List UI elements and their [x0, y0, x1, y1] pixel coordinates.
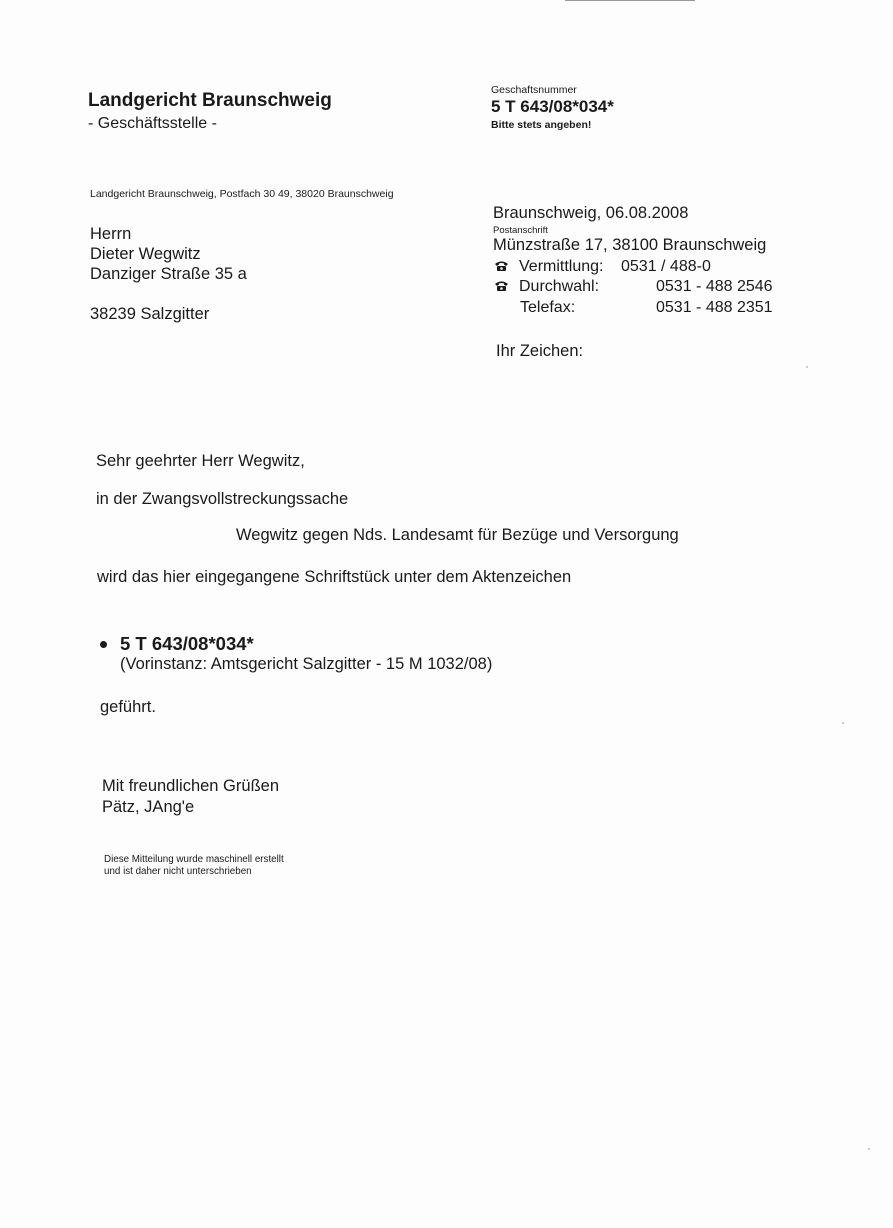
- letter-date: Braunschweig, 06.08.2008: [493, 204, 689, 222]
- postal-address: Münzstraße 17, 38100 Braunschweig: [493, 236, 767, 254]
- recipient-city: 38239 Salzgitter: [90, 305, 210, 323]
- scan-speck: [806, 366, 808, 368]
- closing-signatory: Pätz, JAng'e: [102, 798, 195, 816]
- contact-row-direct: [494, 278, 794, 298]
- body-closing-word: geführt.: [100, 698, 156, 716]
- scan-artifact-line: [565, 0, 695, 1]
- recipient-street: Danziger Straße 35 a: [90, 265, 247, 283]
- court-name: Landgericht Braunschweig: [88, 90, 332, 111]
- case-number-label: Geschaftsnummer: [491, 84, 577, 96]
- postal-address-label: Postanschrift: [493, 225, 548, 236]
- contact-row-switchboard: [494, 258, 794, 278]
- letter-salutation: Sehr geehrter Herr Wegwitz,: [96, 452, 305, 470]
- contact-value: 0531 / 488-0: [621, 258, 711, 275]
- closing-greeting: Mit freundlichen Grüßen: [102, 777, 279, 795]
- footnote-line-2: und ist daher nicht unterschrieben: [104, 866, 252, 877]
- scan-speck: [868, 1148, 870, 1150]
- phone-icon: [494, 279, 509, 291]
- case-parties: Wegwitz gegen Nds. Landesamt für Bezüge und Versorgung: [236, 526, 679, 544]
- contact-label: Durchwahl:: [519, 278, 600, 295]
- body-intro: in der Zwangsvollstreckungssache: [96, 490, 349, 508]
- contact-row-fax: [494, 299, 794, 319]
- body-statement: wird das hier eingegangene Schriftstück unter dem Aktenzeichen: [97, 568, 572, 586]
- recipient-name: Dieter Wegwitz: [90, 245, 201, 263]
- case-number: 5 T 643/08*034*: [491, 97, 614, 116]
- prior-instance: (Vorinstanz: Amtsgericht Salzgitter - 15 M 1032/08): [120, 655, 493, 673]
- bullet-icon: [100, 641, 107, 648]
- phone-icon: [494, 259, 509, 271]
- recipient-address: [90, 224, 247, 324]
- court-department: - Geschäftsstelle -: [88, 115, 217, 132]
- contact-label: Vermittlung:: [519, 258, 604, 275]
- contact-label: Telefax:: [520, 299, 576, 316]
- sender-return-address: Landgericht Braunschweig, Postfach 30 49, 38020 Braunschweig: [90, 188, 394, 200]
- letter-closing: [102, 776, 279, 818]
- machine-generated-note: [104, 854, 284, 878]
- contact-value: 0531 - 488 2546: [656, 278, 773, 295]
- reference-number: 5 T 643/08*034*: [120, 633, 254, 654]
- recipient-salutation: Herrn: [90, 225, 132, 243]
- case-number-note: Bitte stets angeben!: [491, 119, 592, 131]
- scan-speck: [842, 722, 844, 724]
- contact-value: 0531 - 488 2351: [656, 299, 773, 316]
- footnote-line-1: Diese Mitteilung wurde maschinell erstellt: [104, 854, 284, 865]
- your-reference-label: Ihr Zeichen:: [496, 342, 584, 360]
